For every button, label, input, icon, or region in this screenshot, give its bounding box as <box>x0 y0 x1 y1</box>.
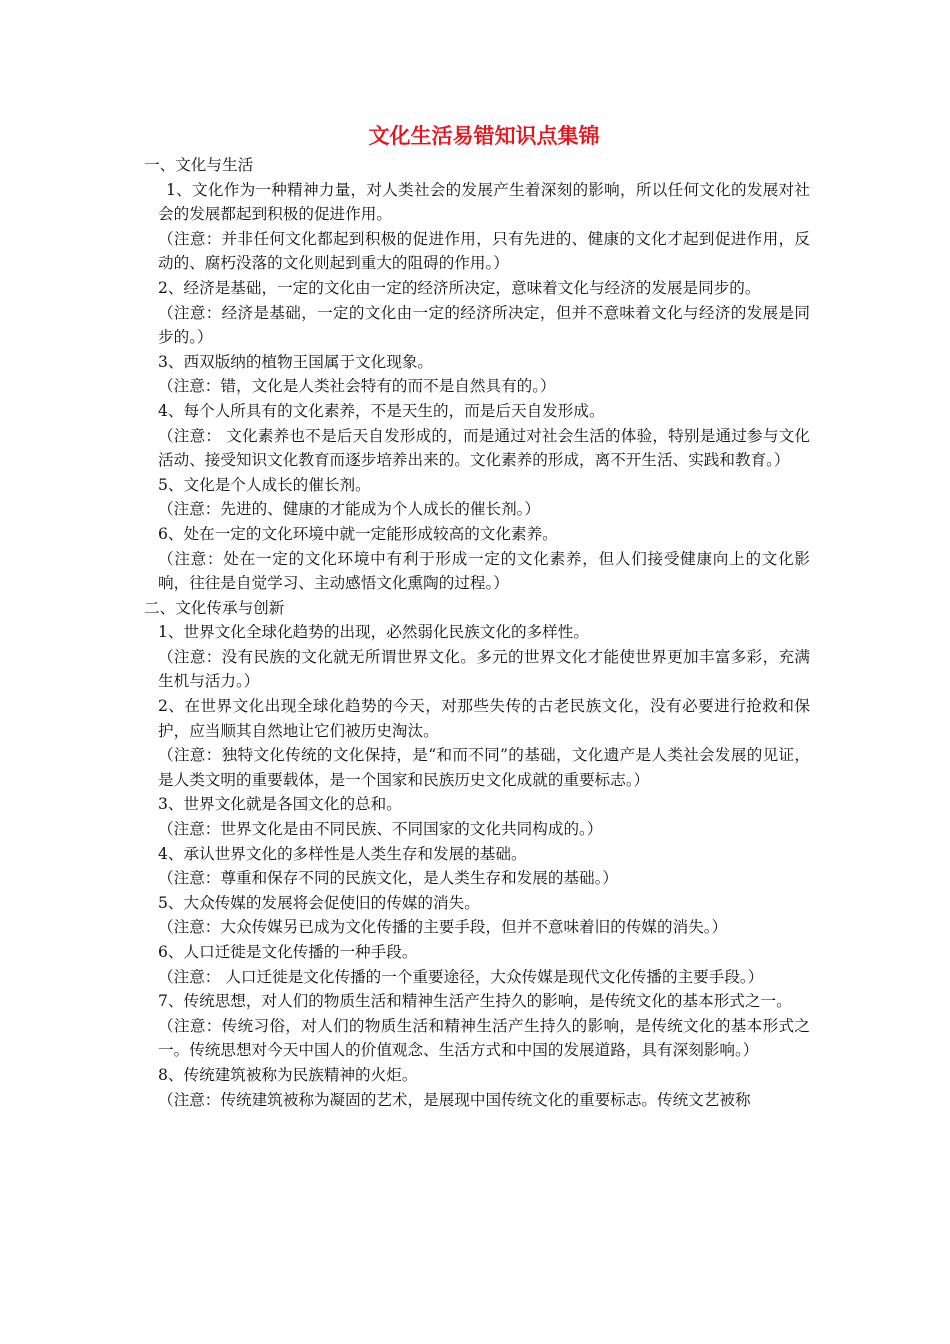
paragraph: 1、文化作为一种精神力量，对人类社会的发展产生着深刻的影响，所以任何文化的发展对社会的发展都起到积极的促进作用。 <box>158 180 810 224</box>
paragraph: （注意：经济是基础，一定的文化由一定的经济所决定，但并不意味着文化与经济的发展是同步的。） <box>158 303 810 347</box>
paragraph: 8、传统建筑被称为民族精神的火炬。 <box>158 1065 418 1084</box>
paragraph: （注意：处在一定的文化环境中有利于形成一定的文化素养，但人们接受健康向上的文化影响，往往是自觉学习、主动感悟文化熏陶的过程。） <box>158 549 810 593</box>
paragraph: （注意：先进的、健康的才能成为个人成长的催长剂。） <box>158 500 541 519</box>
paragraph: 5、大众传媒的发展将会促使旧的传媒的消失。 <box>158 893 480 912</box>
paragraph: （注意： 人口迁徙是文化传播的一个重要途径，大众传媒是现代文化传播的主要手段。） <box>158 967 764 986</box>
paragraph: 6、处在一定的文化环境中就一定能形成较高的文化素养。 <box>158 524 558 543</box>
paragraph: 3、西双版纳的植物王国属于文化现象。 <box>158 352 434 371</box>
paragraph: （注意：并非任何文化都起到积极的促进作用，只有先进的、健康的文化才起到促进作用，反动的、腐朽没落的文化则起到重大的阻碍的作用。） <box>158 229 810 273</box>
page-title: 文化生活易错知识点集锦 <box>368 124 600 148</box>
section-heading-2: 二、文化传承与创新 <box>144 598 285 617</box>
paragraph: （注意：世界文化是由不同民族、不同国家的文化共同构成的。） <box>158 820 603 839</box>
paragraph: 6、人口迁徙是文化传播的一种手段。 <box>158 943 418 961</box>
paragraph: （注意：独特文化传统的文化保持，是“和而不同”的基础，文化遗产是人类社会发展的见证，是人类文明的重要载体，是一个国家和民族历史文化成就的重要标志。） <box>158 746 810 789</box>
paragraph: （注意：传统习俗，对人们的物质生活和精神生活产生持久的影响，是传统文化的基本形式之一。传统思想对今天中国人的价值观念、生活方式和中国的发展道路，具有深刻影响。） <box>158 1016 810 1060</box>
paragraph: （注意：大众传媒另已成为文化传播的主要手段，但并不意味着旧的传媒的消失。） <box>158 918 728 937</box>
paragraph: 1、世界文化全球化趋势的出现，必然弱化民族文化的多样性。 <box>158 623 589 642</box>
paragraph: （注意：尊重和保存不同的民族文化，是人类生存和发展的基础。） <box>158 869 619 888</box>
paragraph: 7、传统思想，对人们的物质生活和精神生活产生持久的影响，是传统文化的基本形式之一。 <box>158 992 792 1011</box>
paragraph: 3、世界文化就是各国文化的总和。 <box>158 795 402 814</box>
section-heading-1: 一、文化与生活 <box>144 156 254 174</box>
paragraph: （注意：错，文化是人类社会特有的而不是自然具有的。） <box>158 377 556 396</box>
paragraph: 2、经济是基础，一定的文化由一定的经济所决定，意味着文化与经济的发展是同步的。 <box>158 278 761 297</box>
paragraph: 4、每个人所具有的文化素养，不是天生的，而是后天自发形成。 <box>158 401 605 420</box>
paragraph: （注意：没有民族的文化就无所谓世界文化。多元的世界文化才能使世界更加丰富多彩，充满生机与活力。） <box>158 647 810 691</box>
paragraph: 4、承认世界文化的多样性是人类生存和发展的基础。 <box>158 844 527 863</box>
paragraph: （注意： 文化素养也不是后天自发形成的，而是通过对社会生活的体验，特别是通过参与文化活动、接受知识文化教育而逐步培养出来的。文化素养的形成，离不开生活、实践和教育。） <box>158 426 810 470</box>
paragraph: 2、在世界文化出现全球化趋势的今天，对那些失传的古老民族文化，没有必要进行抢救和保护，应当顺其自然地让它们被历史淘汰。 <box>158 697 810 740</box>
paragraph: 5、文化是个人成长的催长剂。 <box>158 475 371 494</box>
paragraph: （注意：传统建筑被称为凝固的艺术，是展现中国传统文化的重要标志。传统文艺被称 <box>158 1090 751 1109</box>
